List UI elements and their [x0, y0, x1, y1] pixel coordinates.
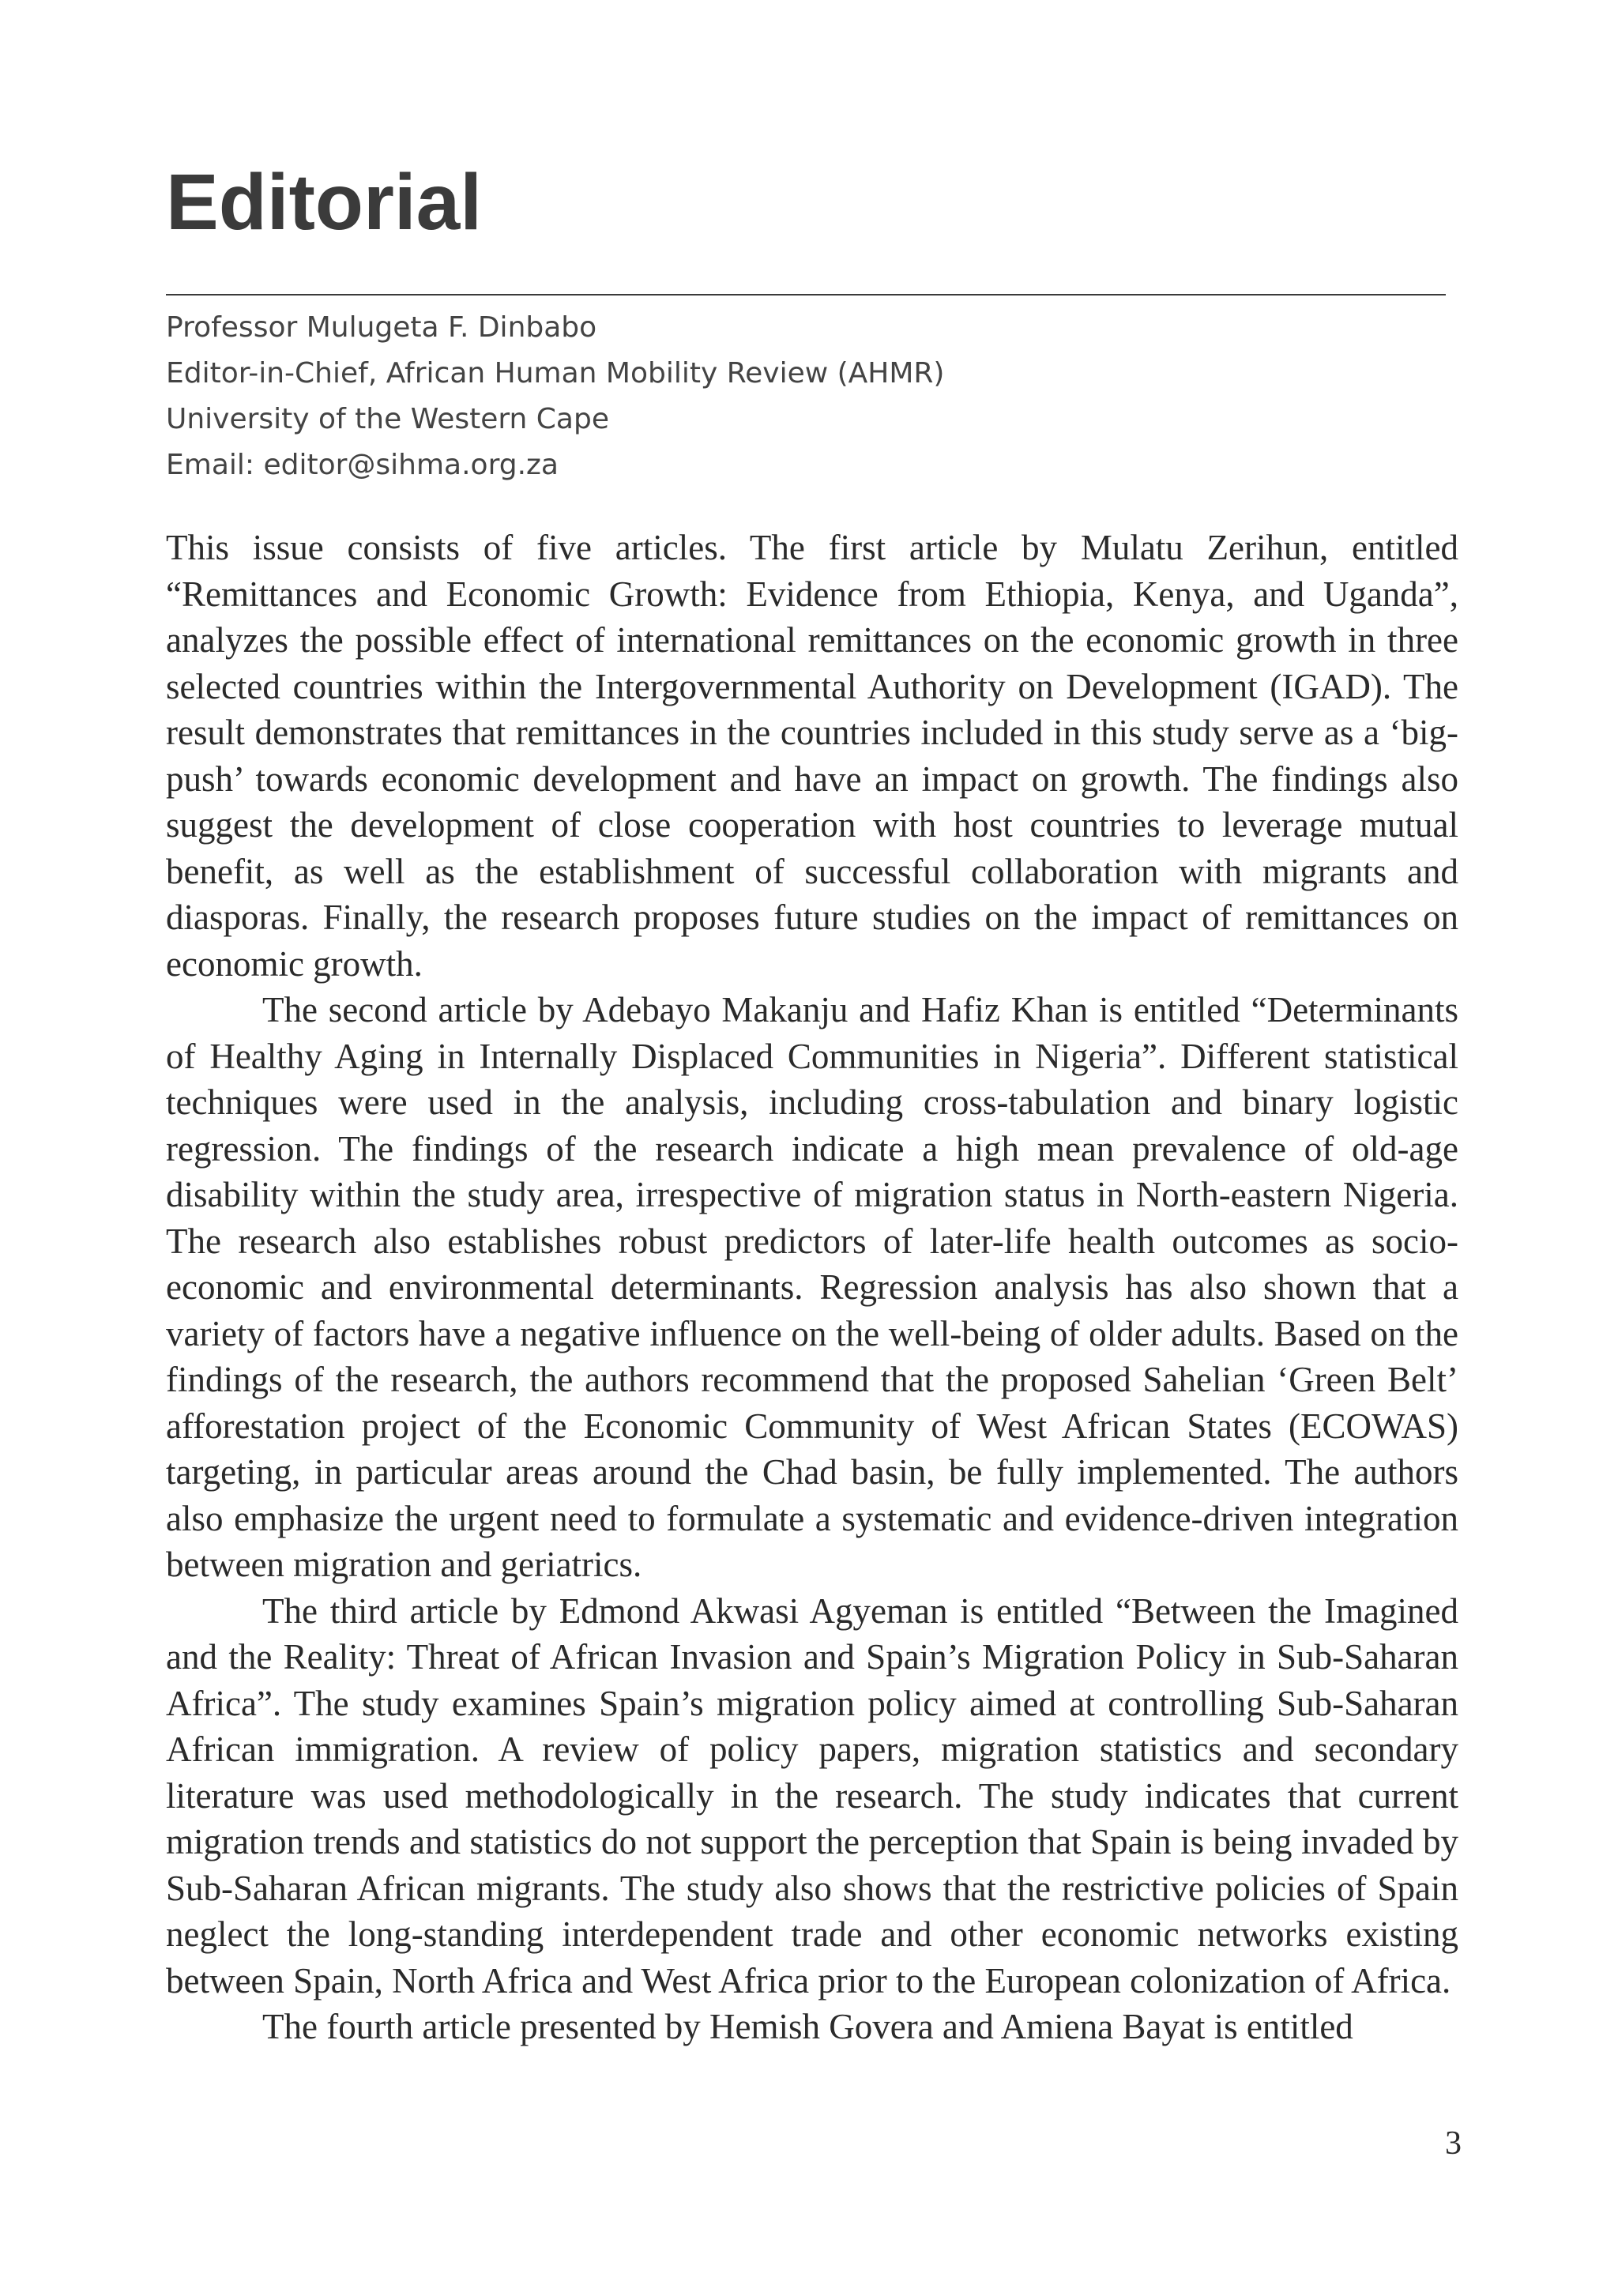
paragraph-3: The third article by Edmond Akwasi Agyeman is entitled “Between the Imagined and the Reality: Threat of African Invasion and Spain’s Migration Policy in Sub-Saharan Africa”. The study examines Spain’s migration policy aimed at controlling Sub-Saharan African immigration. A review of policy papers, migration statistics and secondary literature was used methodologically in the research. The study indicates that current migration trends and statistics do not support the perception that Spain is being invaded by Sub-Saharan African migrants. The study also shows that the restrictive policies of Spain neglect the long-standing interdependent trade and other economic networks existing between Spain, North Africa and West Africa prior to the European colonization of Africa.: [166, 1590, 1458, 2001]
author-block: [166, 305, 1430, 488]
author-email: Email: editor@sihma.org.za: [166, 449, 559, 481]
paragraph-2: The second article by Adebayo Makanju and Hafiz Khan is entitled “Determinants of Healthy Aging in Internally Displaced Communities in Nigeria”. Different statistical techniques were used in the analysis, including cross-tabulation and binary logistic regression. The findings of the research indicate a high mean prevalence of old-age disability within the study area, irrespective of migration status in North-eastern Nigeria. The research also establishes robust predictors of later-life health outcomes as socio-economic and environmental determinants. Regression analysis has also shown that a variety of factors have a negative influence on the well-being of older adults. Based on the findings of the research, the authors recommend that the proposed Sahelian ‘Green Belt’ afforestation project of the Economic Community of West African States (ECOWAS) targeting, in particular areas around the Chad basin, be fully implemented. The authors also emphasize the urgent need to formulate a systematic and evidence-driven integration between migration and geriatrics.: [166, 990, 1458, 1584]
article-body: [166, 525, 1458, 2050]
paragraph-4: The fourth article presented by Hemish Govera and Amiena Bayat is entitled: [262, 2007, 1353, 2046]
author-name: Professor Mulugeta F. Dinbabo: [166, 311, 597, 344]
author-role: Editor-in-Chief, African Human Mobility Review (AHMR): [166, 357, 945, 390]
title-divider: [166, 294, 1446, 295]
paragraph-1: This issue consists of five articles. The first article by Mulatu Zerihun, entitled “Remittances and Economic Growth: Evidence from Ethiopia, Kenya, and Uganda”, analyzes the possible effect of international remittances on the economic growth in three selected countries within the Intergovernmental Authority on Development (IGAD). The result demonstrates that remittances in the countries included in this study serve as a ‘big-push’ towards economic development and have an impact on growth. The findings also suggest the development of close cooperation with host countries to leverage mutual benefit, as well as the establishment of successful collaboration with migrants and diasporas. Finally, the research proposes future studies on the impact of remittances on economic growth.: [166, 528, 1458, 984]
page-title: Editorial: [166, 158, 483, 247]
author-institution: University of the Western Cape: [166, 403, 609, 435]
page-number: 3: [1445, 2125, 1462, 2162]
